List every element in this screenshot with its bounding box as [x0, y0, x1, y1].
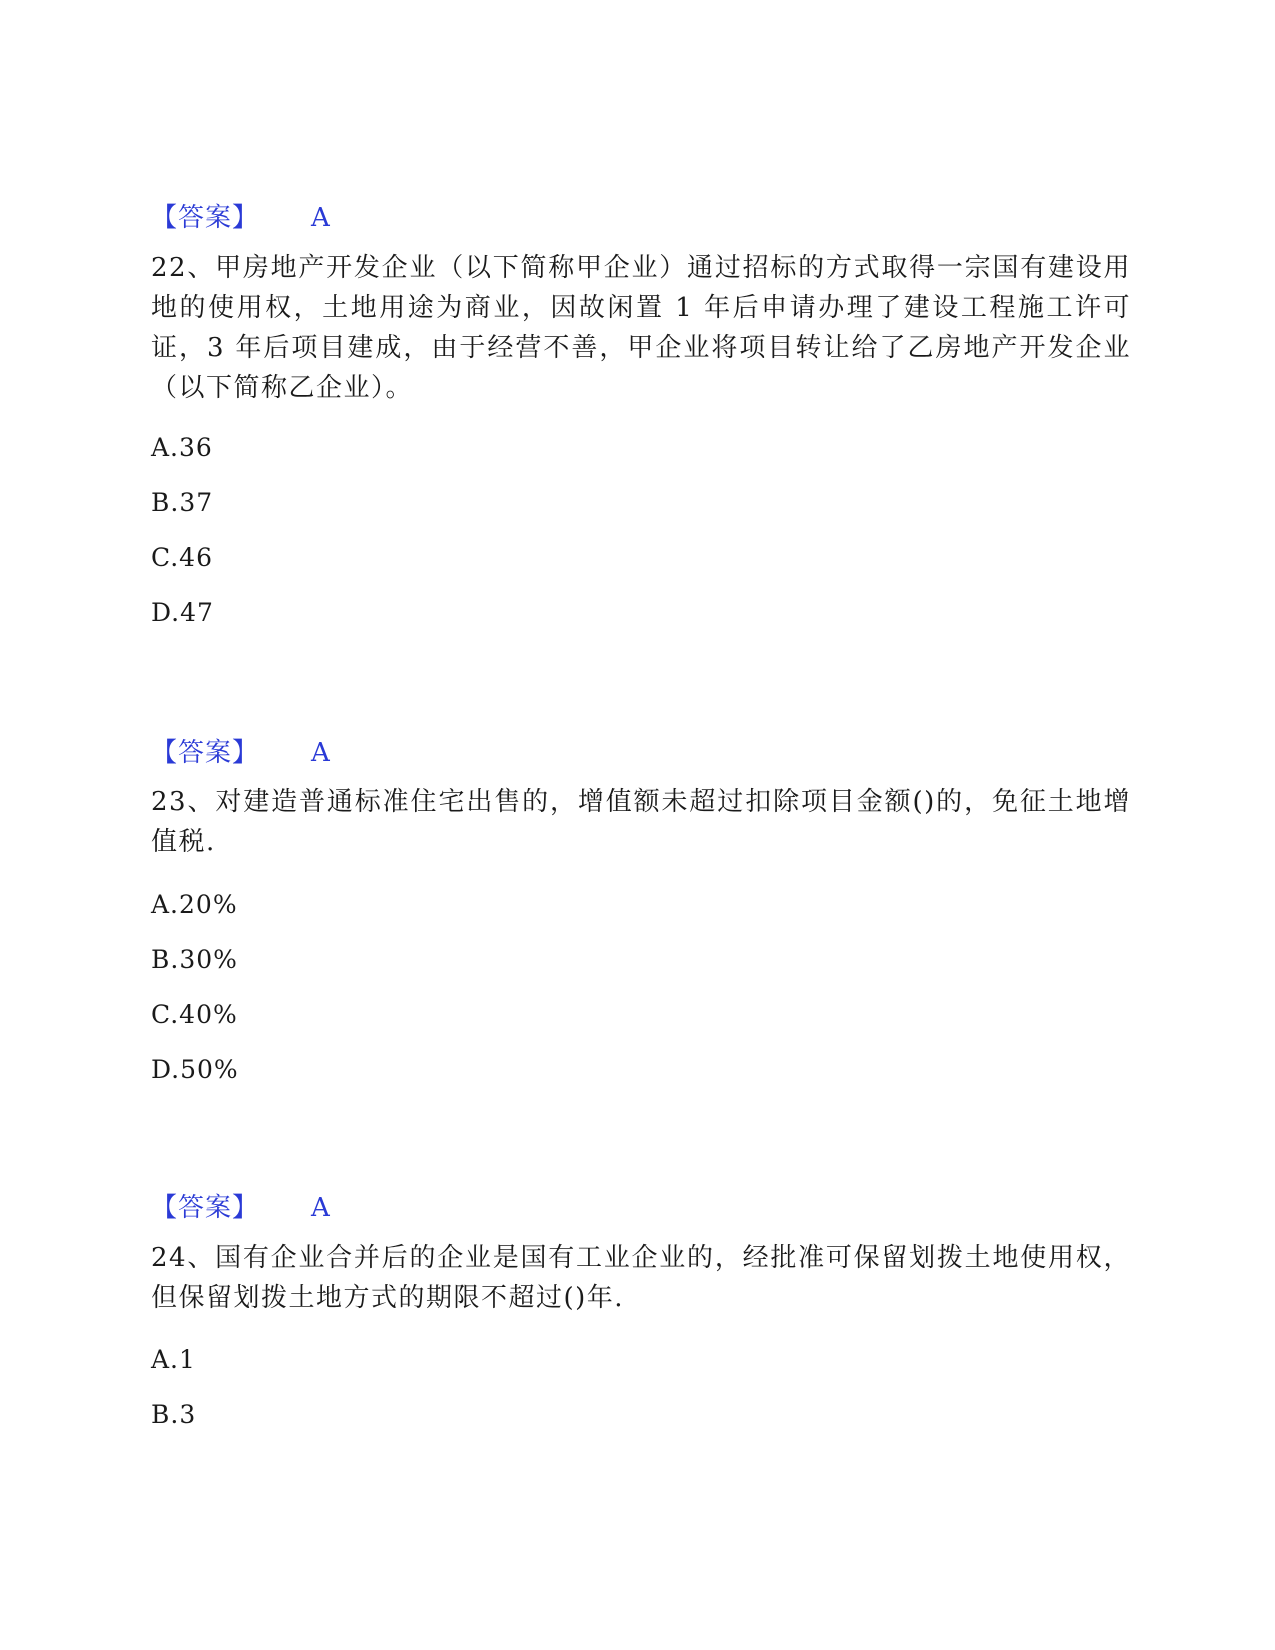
question-23: [151, 782, 1131, 862]
answer-value: A: [311, 738, 330, 768]
option-c: C.46: [151, 543, 213, 572]
options-q22: [151, 428, 1131, 633]
option-a: A.20%: [151, 890, 238, 919]
option-a: A.1: [151, 1345, 196, 1374]
answer-value: A: [311, 1193, 330, 1223]
answer-tag: 【答案】: [151, 203, 260, 233]
options-q23: [151, 885, 1131, 1090]
answer-tag: 【答案】: [151, 738, 260, 768]
option-b: B.37: [151, 488, 214, 517]
question-text: 24、国有企业合并后的企业是国有工业企业的，经批准可保留划拨土地使用权，但保留划拨土地方式的期限不超过()年.: [151, 1243, 1131, 1313]
question-24: [151, 1238, 1131, 1318]
option-b: B.3: [151, 1400, 197, 1429]
answer-value: A: [311, 203, 330, 233]
option-d: D.47: [151, 598, 214, 627]
question-22: [151, 248, 1131, 408]
option-b: B.30%: [151, 945, 238, 974]
option-c: C.40%: [151, 1000, 238, 1029]
answer-tag: 【答案】: [151, 1193, 260, 1223]
option-a: A.36: [151, 433, 213, 462]
answer-line-q21: [151, 198, 1131, 238]
options-q24: [151, 1340, 1131, 1435]
question-text: 22、甲房地产开发企业（以下简称甲企业）通过招标的方式取得一宗国有建设用地的使用权，土地用途为商业，因故闲置 1 年后申请办理了建设工程施工许可证，3 年后项目建成，由于经营不善，甲企业将项目转让给了乙房地产开发企业（以下简称乙企业）。: [151, 253, 1131, 403]
question-text: 23、对建造普通标准住宅出售的，增值额未超过扣除项目金额()的，免征土地增值税.: [151, 787, 1131, 857]
answer-line-q22: [151, 733, 1131, 773]
answer-line-q23: [151, 1188, 1131, 1228]
option-d: D.50%: [151, 1055, 239, 1084]
